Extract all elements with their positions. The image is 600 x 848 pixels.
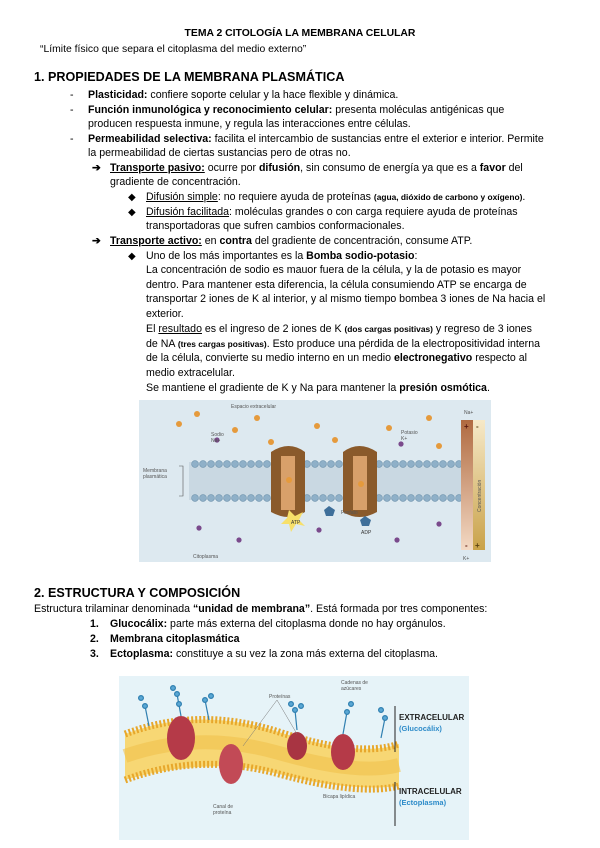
list-item-activo: Transporte activo: en contra del gradiente de concentración, consume ATP. <box>110 235 473 247</box>
label-citoplasma: Citoplasma <box>193 554 219 560</box>
list-item: Función inmunológica y reconocimiento celular: presenta moléculas antigénicas que <box>88 104 505 116</box>
label-potasio-symbol: K+ <box>401 436 408 442</box>
list-item-glucocalix: Glucocálix: parte más externa del citoplasma donde no hay orgánulos. <box>110 618 446 630</box>
protein-icon <box>287 732 307 760</box>
label-sodio: Sodio <box>211 432 224 438</box>
list-item-membrana: Membrana citoplasmática <box>110 633 240 645</box>
minus-sign-icon: - <box>465 541 468 550</box>
paragraph-line: de la célula, convierte su medio interno en un medio electronegativo respecto al <box>146 352 528 364</box>
list-item-continuation: gradiente de concentración. <box>110 176 241 188</box>
list-item-simple: Difusión simple: no requiere ayuda de proteínas (agua, dióxido de carbono y oxígeno). <box>146 191 526 203</box>
section2-heading: 2. ESTRUCTURA Y COMPOSICIÓN <box>34 586 241 600</box>
label-concentracion: Concentración <box>477 479 483 512</box>
sodium-potassium-pump-figure <box>139 400 491 562</box>
paragraph-line: medio extracelular. <box>146 367 235 379</box>
label-na-scale: Na+ <box>464 410 474 416</box>
paragraph-line: El resultado es el ingreso de 2 iones de K (dos cargas positivas) y regreso de 3 iones <box>146 323 532 335</box>
arrow-bullet-icon: ➔ <box>92 162 101 174</box>
plus-sign-icon: + <box>464 422 469 431</box>
label-potasio: Potasio <box>401 430 418 436</box>
paragraph-line: de NA (tres cargas positivas). Esto produce una pérdida de la electropositividad interna <box>146 338 540 350</box>
label-k-scale: K+ <box>463 556 470 562</box>
diamond-bullet-icon: ◆ <box>128 192 136 203</box>
paragraph-line: Se mantiene el gradiente de K y Na para mantener la presión osmótica. <box>146 382 490 394</box>
protein-icon <box>167 716 195 760</box>
protein-icon <box>219 744 243 784</box>
list-number: 3. <box>90 648 99 660</box>
arrow-bullet-icon: ➔ <box>92 235 101 247</box>
paragraph-line: transportar 2 iones de K al interior, y al mismo tiempo bombea 3 iones de Na hacia el <box>146 293 546 305</box>
list-item-ectoplasma: Ectoplasma: constituye a su vez la zona más externa del citoplasma. <box>110 648 438 660</box>
list-item-continuation: transportadoras que sufren cambios conformacionales. <box>146 220 405 232</box>
list-number: 1. <box>90 618 99 630</box>
minus-sign-icon: - <box>476 422 479 431</box>
paragraph-line: La concentración de sodio es mauor fuera de la célula, y la de potasio es mayor <box>146 264 522 276</box>
label-intracelular: INTRACELULAR <box>399 787 462 796</box>
section1-heading: 1. PROPIEDADES DE LA MEMBRANA PLASMÁTICA <box>34 70 345 84</box>
label-membrana: Membrana <box>143 468 167 474</box>
label-sodio-symbol: Na+ <box>211 438 221 444</box>
label-adp: ADP <box>361 530 372 536</box>
page-title: TEMA 2 CITOLOGÍA LA MEMBRANA CELULAR <box>184 28 416 39</box>
label-bicapa: Bicapa lipídica <box>323 794 356 800</box>
protein-icon <box>331 734 355 770</box>
label-extracellular: Espacio extracelular <box>231 404 277 410</box>
label-ectoplasma: (Ectoplasma) <box>399 798 447 807</box>
label-azucares: azúcares <box>341 686 362 692</box>
label-cadenas: Cadenas de <box>341 680 368 686</box>
list-item-pasivo: Transporte pasivo: ocurre por difusión, sin consumo de energía ya que es a favor del <box>110 162 523 174</box>
label-proteinas: Proteínas <box>269 694 291 700</box>
list-item: Permeabilidad selectiva: facilita el intercambio de sustancias entre el exterior e interior. Permite <box>88 133 544 145</box>
label-atp: ATP <box>291 520 301 526</box>
diamond-bullet-icon: ◆ <box>128 207 136 218</box>
label-plasmatica: plasmática <box>143 474 167 480</box>
dash-bullet: - <box>70 104 74 116</box>
diamond-bullet-icon: ◆ <box>128 251 136 262</box>
subtitle-quote: “Límite físico que separa el citoplasma del medio externo” <box>40 44 307 55</box>
pump-diagram <box>139 400 491 562</box>
label-canal: Canal de <box>213 804 234 810</box>
list-number: 2. <box>90 633 99 645</box>
plus-sign-icon: + <box>475 541 480 550</box>
paragraph-line: exterior. <box>146 308 184 320</box>
membrane-diagram <box>119 676 469 840</box>
list-item-continuation: producen respuesta inmune, y regula las interacciones entre células. <box>88 118 411 130</box>
na-gradient-bar <box>461 420 473 550</box>
label-proteina: proteína <box>213 810 232 816</box>
label-fosfato: Fosfato <box>341 510 358 516</box>
list-item-continuation: la permeabilidad de ciertas sustancias pero de otras no. <box>88 147 351 159</box>
paragraph-line: dentro. Para mantener esta diferencia, la célula consumiendo ATP se encarga de <box>146 279 527 291</box>
membrane-structure-figure <box>119 676 469 840</box>
label-extracelular: EXTRACELULAR <box>399 713 465 722</box>
dash-bullet: - <box>70 133 74 145</box>
section2-intro: Estructura trilaminar denominada “unidad de membrana”. Está formada por tres componentes: <box>34 603 488 615</box>
list-item-bomba: Uno de los más importantes es la Bomba sodio-potasio: <box>146 250 418 262</box>
list-item-facilitada: Difusión facilitada: moléculas grandes o con carga requiere ayuda de proteínas <box>146 206 518 218</box>
dash-bullet: - <box>70 89 74 101</box>
list-item: Plasticidad: confiere soporte celular y la hace flexible y dinámica. <box>88 89 399 101</box>
label-glucocalix: (Glucocálix) <box>399 724 442 733</box>
